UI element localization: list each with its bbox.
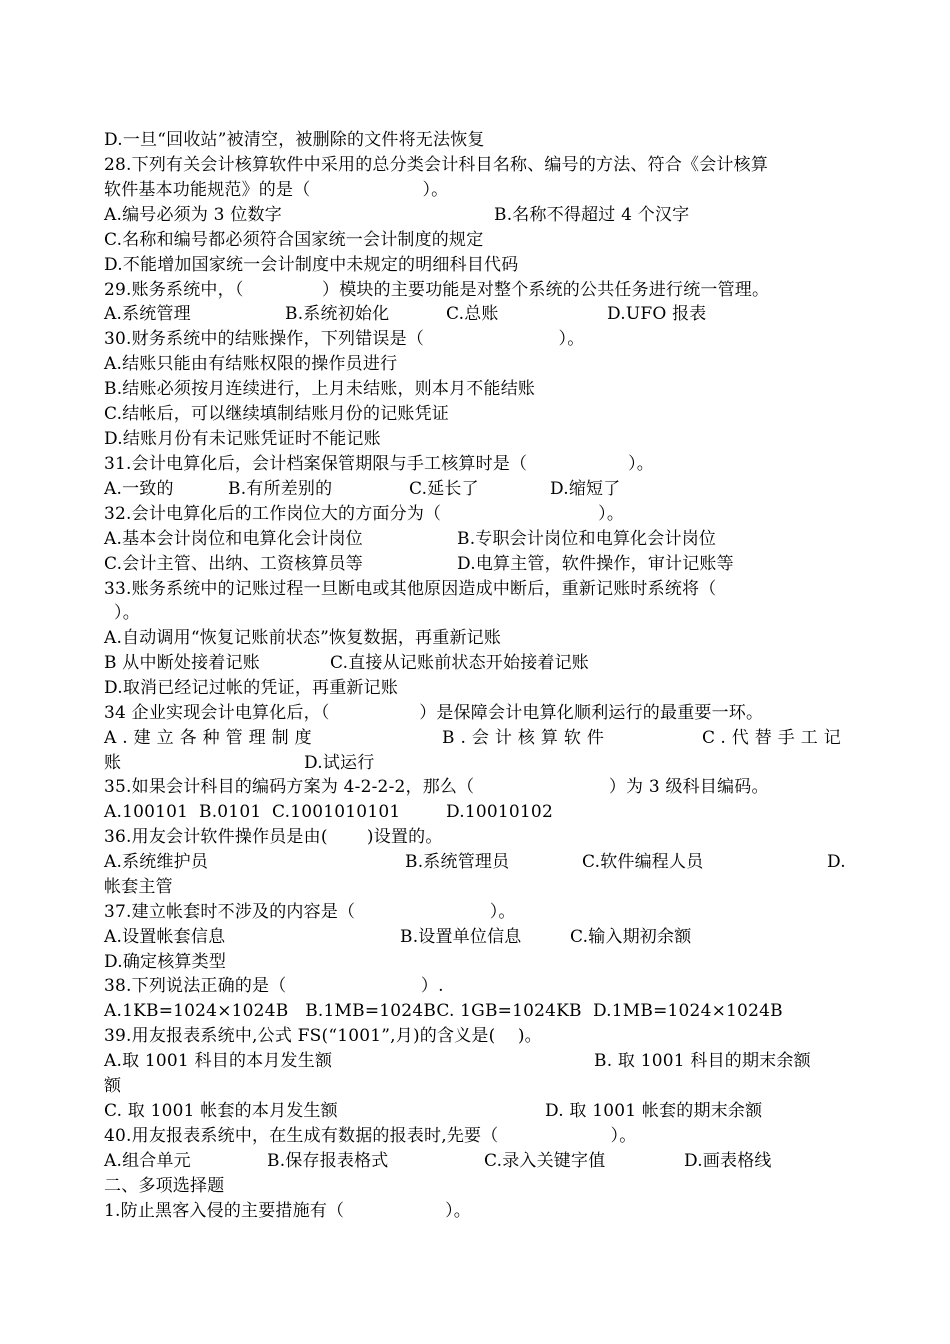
question-33-cont: ）。 xyxy=(114,603,140,623)
option-37b: B.设置单位信息 xyxy=(400,927,522,947)
option-40a: A.组合单元 xyxy=(104,1151,191,1171)
question-33: 33.账务系统中的记账过程一旦断电或其他原因造成中断后，重新记账时系统将（ xyxy=(104,579,717,599)
option-28d: D.不能增加国家统一会计制度中未规定的明细科目代码 xyxy=(104,255,519,275)
question-36: 36.用友会计软件操作员是由( )设置的。 xyxy=(104,827,443,847)
option-37c: C.输入期初余额 xyxy=(570,927,692,947)
option-40d: D.画表格线 xyxy=(684,1151,772,1171)
option-32c: C.会计主管、出纳、工资核算员等 xyxy=(104,554,364,574)
option-35c: C.1001010101 xyxy=(272,802,401,822)
option-34b: B.会计核算软件 xyxy=(442,728,610,748)
option-39d: D. 取 1001 帐套的期末余额 xyxy=(545,1101,763,1121)
option-32d: D.电算主管，软件操作，审计记账等 xyxy=(457,554,734,574)
option-36d: D. xyxy=(827,852,846,872)
option-28a: A.编号必须为 3 位数字 xyxy=(104,205,282,225)
option-36b: B.系统管理员 xyxy=(405,852,510,872)
question-34: 34 企业实现会计电算化后，（ ）是保障会计电算化顺利运行的最重要一环。 xyxy=(104,703,764,723)
question-35: 35.如果会计科目的编码方案为 4-2-2-2，那么（ ）为 3 级科目编码。 xyxy=(104,777,769,797)
option-31a: A.一致的 xyxy=(104,479,174,499)
option-29d: D.UFO 报表 xyxy=(607,304,707,324)
option-27d: D.一旦“回收站”被清空，被删除的文件将无法恢复 xyxy=(104,130,485,150)
question-28: 28.下列有关会计核算软件中采用的总分类会计科目名称、编号的方法、符合《会计核算 xyxy=(104,155,769,175)
option-36d-cont: 帐套主管 xyxy=(104,877,173,897)
question-40: 40.用友报表系统中，在生成有数据的报表时,先要（ ）。 xyxy=(104,1126,637,1146)
option-28c: C.名称和编号都必须符合国家统一会计制度的规定 xyxy=(104,230,484,250)
option-30c: C.结帐后，可以继续填制结账月份的记账凭证 xyxy=(104,404,450,424)
section-heading: 二、多项选择题 xyxy=(104,1176,225,1196)
option-33d: D.取消已经记过帐的凭证，再重新记账 xyxy=(104,678,399,698)
option-33a: A.自动调用“恢复记账前状态”恢复数据，再重新记账 xyxy=(104,628,502,648)
option-40c: C.录入关键字值 xyxy=(484,1151,606,1171)
option-34a: A.建立各种管理制度 xyxy=(104,728,318,748)
option-37d: D.确定核算类型 xyxy=(104,952,227,972)
option-39b: B. 取 1001 科目的期末余额 xyxy=(594,1051,811,1071)
option-36c: C.软件编程人员 xyxy=(582,852,704,872)
option-32a: A.基本会计岗位和电算化会计岗位 xyxy=(104,529,363,549)
question-38: 38.下列说法正确的是（ ）. xyxy=(104,976,444,996)
question-30: 30.财务系统中的结账操作，下列错误是（ ）。 xyxy=(104,329,585,349)
option-31c: C.延长了 xyxy=(409,479,479,499)
option-35a: A.100101 xyxy=(104,802,189,822)
question-28-cont: 软件基本功能规范》的是（ ）。 xyxy=(104,180,449,200)
option-35d: D.10010102 xyxy=(446,802,553,822)
option-31d: D.缩短了 xyxy=(550,479,621,499)
multi-question-1: 1.防止黑客入侵的主要措施有（ ）。 xyxy=(104,1201,471,1221)
option-30a: A.结账只能由有结账权限的操作员进行 xyxy=(104,354,398,374)
option-34d: D.试运行 xyxy=(304,753,375,773)
option-29a: A.系统管理 xyxy=(104,304,191,324)
option-30b: B.结账必须按月连续进行，上月未结账，则本月不能结账 xyxy=(104,379,536,399)
option-39a: A.取 1001 科目的本月发生额 xyxy=(104,1051,333,1071)
option-34c-cont: 账 xyxy=(104,753,122,773)
option-33b: B 从中断处接着记账 xyxy=(104,653,260,673)
question-31: 31.会计电算化后，会计档案保管期限与手工核算时是（ ）。 xyxy=(104,454,655,474)
option-29b: B.系统初始化 xyxy=(285,304,390,324)
option-40b: B.保存报表格式 xyxy=(267,1151,389,1171)
option-33c: C.直接从记账前状态开始接着记账 xyxy=(330,653,590,673)
option-32b: B.专职会计岗位和电算化会计岗位 xyxy=(457,529,717,549)
option-39c: C. 取 1001 帐套的本月发生额 xyxy=(104,1101,338,1121)
question-29: 29.账务系统中，（ ）模块的主要功能是对整个系统的公共任务进行统一管理。 xyxy=(104,280,770,300)
question-32: 32.会计电算化后的工作岗位大的方面分为（ ）。 xyxy=(104,504,625,524)
option-37a: A.设置帐套信息 xyxy=(104,927,226,947)
option-39b-cont: 额 xyxy=(104,1076,122,1096)
option-29c: C.总账 xyxy=(446,304,499,324)
option-28b: B.名称不得超过 4 个汉字 xyxy=(494,205,690,225)
option-34c: C.代替手工记 xyxy=(702,728,847,748)
option-36a: A.系统维护员 xyxy=(104,852,209,872)
option-35b: B.0101 xyxy=(199,802,262,822)
option-30d: D.结账月份有未记账凭证时不能记账 xyxy=(104,429,381,449)
question-39: 39.用友报表系统中,公式 FS(“1001”,月)的含义是( )。 xyxy=(104,1026,542,1046)
option-31b: B.有所差别的 xyxy=(228,479,333,499)
options-38: A.1KB=1024×1024B B.1MB=1024BC. 1GB=1024KB D.1MB=1024×1024B xyxy=(104,1001,783,1021)
question-37: 37.建立帐套时不涉及的内容是（ ）。 xyxy=(104,902,516,922)
